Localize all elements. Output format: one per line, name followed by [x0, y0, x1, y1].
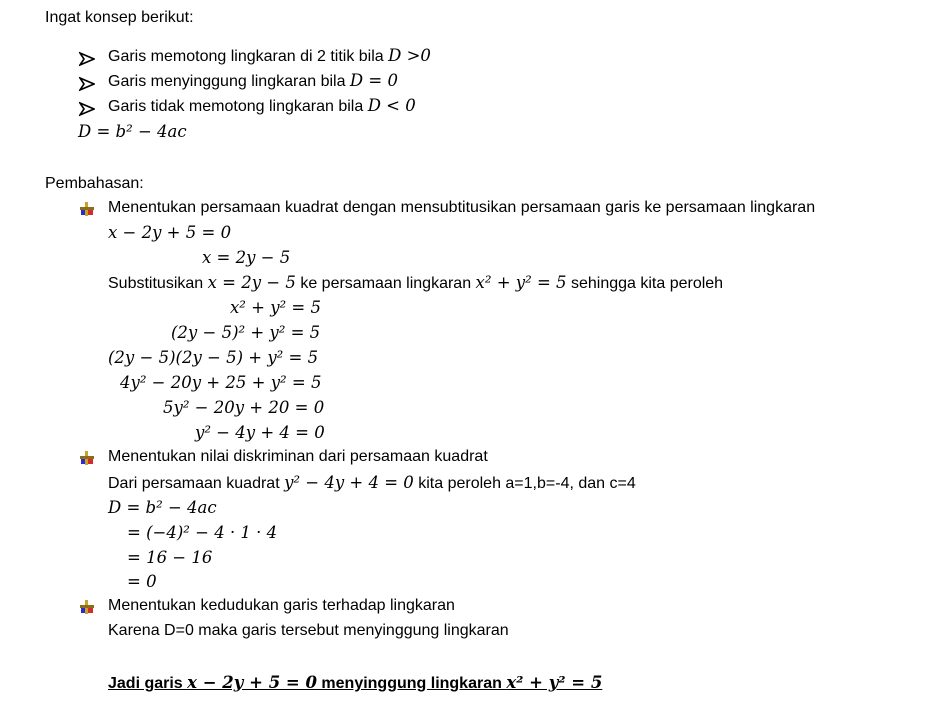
pin-bullet-icon [79, 450, 95, 466]
step1-eq1: x − 2y + 5 = 0 [108, 223, 232, 242]
step1-line: 5y² − 20y + 20 = 0 [163, 398, 325, 417]
conclusion: Jadi garis x − 2y + 5 = 0 menyinggung lingkaran x² + y² = 5 [108, 673, 603, 692]
arrow-bullet-icon [79, 76, 95, 92]
step2-line: = 16 − 16 [127, 548, 213, 567]
arrow-bullet-icon [79, 101, 95, 117]
step2-title: Menentukan nilai diskriminan dari persamaan kuadrat [108, 448, 488, 465]
step1-line: 4y² − 20y + 25 + y² = 5 [120, 373, 322, 392]
step1-substitution: Substitusikan x = 2y − 5 ke persamaan lingkaran x² + y² = 5 sehingga kita peroleh [108, 273, 724, 292]
step3-title: Menentukan kedudukan garis terhadap lingkaran [108, 597, 455, 614]
step1-line: (2y − 5)² + y² = 5 [171, 323, 321, 342]
step1-eq2: x = 2y − 5 [202, 248, 291, 267]
discriminant-formula: D = b² − 4ac [78, 122, 187, 141]
step2-line: = (−4)² − 4 · 1 · 4 [127, 523, 278, 542]
step1-line: x² + y² = 5 [230, 298, 321, 317]
intro-text: Ingat konsep berikut: [45, 9, 194, 26]
pin-bullet-icon [79, 599, 95, 615]
step3-text: Karena D=0 maka garis tersebut menyinggung lingkaran [108, 622, 509, 639]
step2-line: D = b² − 4ac [108, 498, 217, 517]
arrow-bullet-icon [79, 51, 95, 67]
pin-bullet-icon [79, 201, 95, 217]
step2-line: = 0 [127, 572, 157, 591]
pembahasan-label: Pembahasan: [45, 175, 144, 192]
concept-item: Garis menyinggung lingkaran bila D = 0 [108, 71, 398, 90]
step1-line: (2y − 5)(2y − 5) + y² = 5 [108, 348, 319, 367]
step1-title: Menentukan persamaan kuadrat dengan mensubtitusikan persamaan garis ke persamaan lingkaran [108, 199, 816, 216]
step1-line: y² − 4y + 4 = 0 [195, 423, 325, 442]
concept-item: Garis memotong lingkaran di 2 titik bila D >0 [108, 46, 431, 65]
concept-item: Garis tidak memotong lingkaran bila D < 0 [108, 96, 416, 115]
step2-coefficients: Dari persamaan kuadrat y² − 4y + 4 = 0 kita peroleh a=1,b=-4, dan c=4 [108, 473, 636, 492]
